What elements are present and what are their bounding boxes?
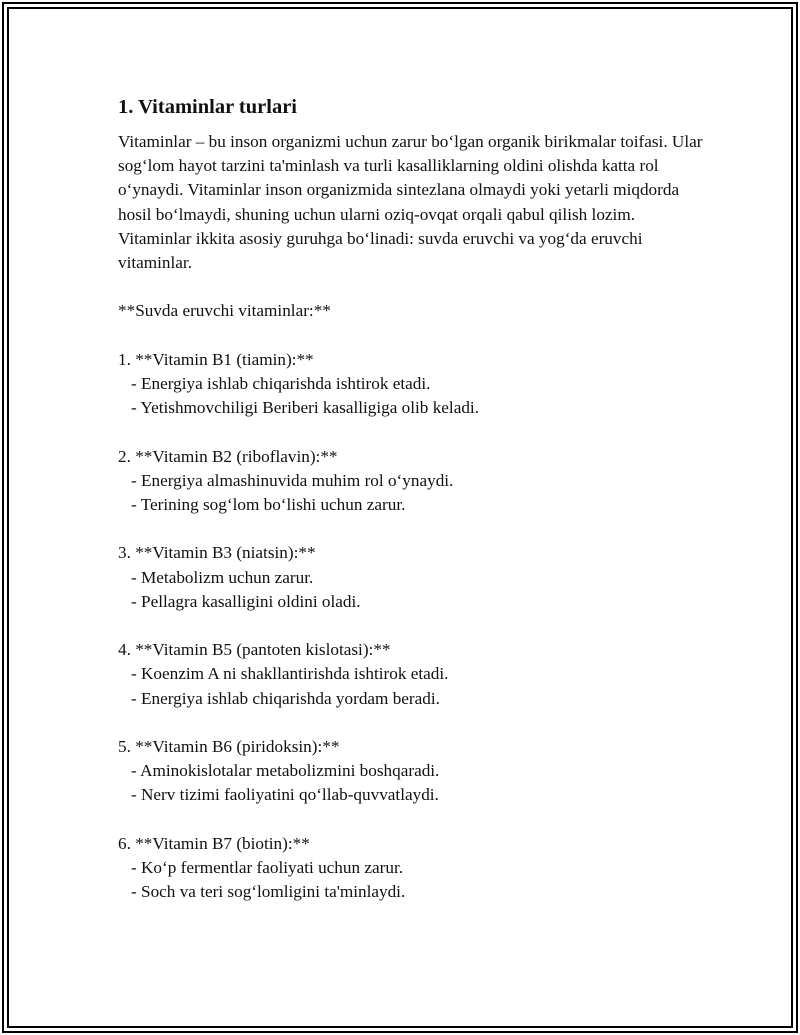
item-heading: 2. **Vitamin B2 (riboflavin):** <box>118 446 338 466</box>
document-body <box>118 93 708 904</box>
item-heading: 1. **Vitamin B1 (tiamin):** <box>118 349 314 369</box>
item-line: - Terining sog‘lom bo‘lishi uchun zarur. <box>131 495 406 514</box>
section-heading: **Suvda eruvchi vitaminlar:** <box>118 301 331 321</box>
item-line: - Energiya almashinuvida muhim rol o‘ynaydi. <box>131 470 454 490</box>
item-heading: 5. **Vitamin B6 (piridoksin):** <box>118 736 340 756</box>
list-item <box>118 614 708 711</box>
list-item <box>118 420 708 517</box>
list-item <box>118 711 708 808</box>
item-line: - Ko‘p fermentlar faoliyati uchun zarur. <box>131 857 404 877</box>
item-line: - Energiya ishlab chiqarishda yordam beradi. <box>131 688 440 708</box>
item-line: - Metabolizm uchun zarur. <box>131 567 314 587</box>
list-item <box>118 808 708 905</box>
item-line: - Nerv tizimi faoliyatini qo‘llab-quvvatlaydi. <box>131 785 439 805</box>
item-line: - Energiya ishlab chiqarishda ishtirok etadi. <box>131 374 431 393</box>
item-line: - Soch va teri sog‘lomligini ta'minlaydi. <box>131 882 406 902</box>
item-line: - Pellagra kasalligini oldini oladi. <box>131 591 361 611</box>
list-item <box>118 517 708 614</box>
document-title: 1. Vitaminlar turlari <box>118 96 297 118</box>
list-item <box>118 324 708 421</box>
item-heading: 4. **Vitamin B5 (pantoten kislotasi):** <box>118 640 391 660</box>
item-line: - Yetishmovchiligi Beriberi kasalligiga olib keladi. <box>131 398 479 418</box>
item-heading: 6. **Vitamin B7 (biotin):** <box>118 833 310 853</box>
intro-paragraph: Vitaminlar – bu inson organizmi uchun zarur bo‘lgan organik birikmalar toifasi. Ular sog‘lom hayot tarzini ta'minlash va turli kasalliklarning oldini olishda katta rol o‘ynaydi. Vitaminlar inson organizmida sintezlana olmaydi yoki yetarli miqdorda hosil bo‘lmaydi, shuning uchun ularni oziq-ovqat orqali qabul qilish lozim. Vitaminlar ikkita asosiy guruhga bo‘linadi: suvda eruvchi va yog‘da eruvchi vitaminlar. <box>118 132 703 273</box>
vitamin-list <box>118 324 708 905</box>
item-heading: 3. **Vitamin B3 (niatsin):** <box>118 543 316 563</box>
item-line: - Koenzim A ni shakllantirishda ishtirok etadi. <box>131 664 449 684</box>
item-line: - Aminokislotalar metabolizmini boshqaradi. <box>131 761 440 781</box>
